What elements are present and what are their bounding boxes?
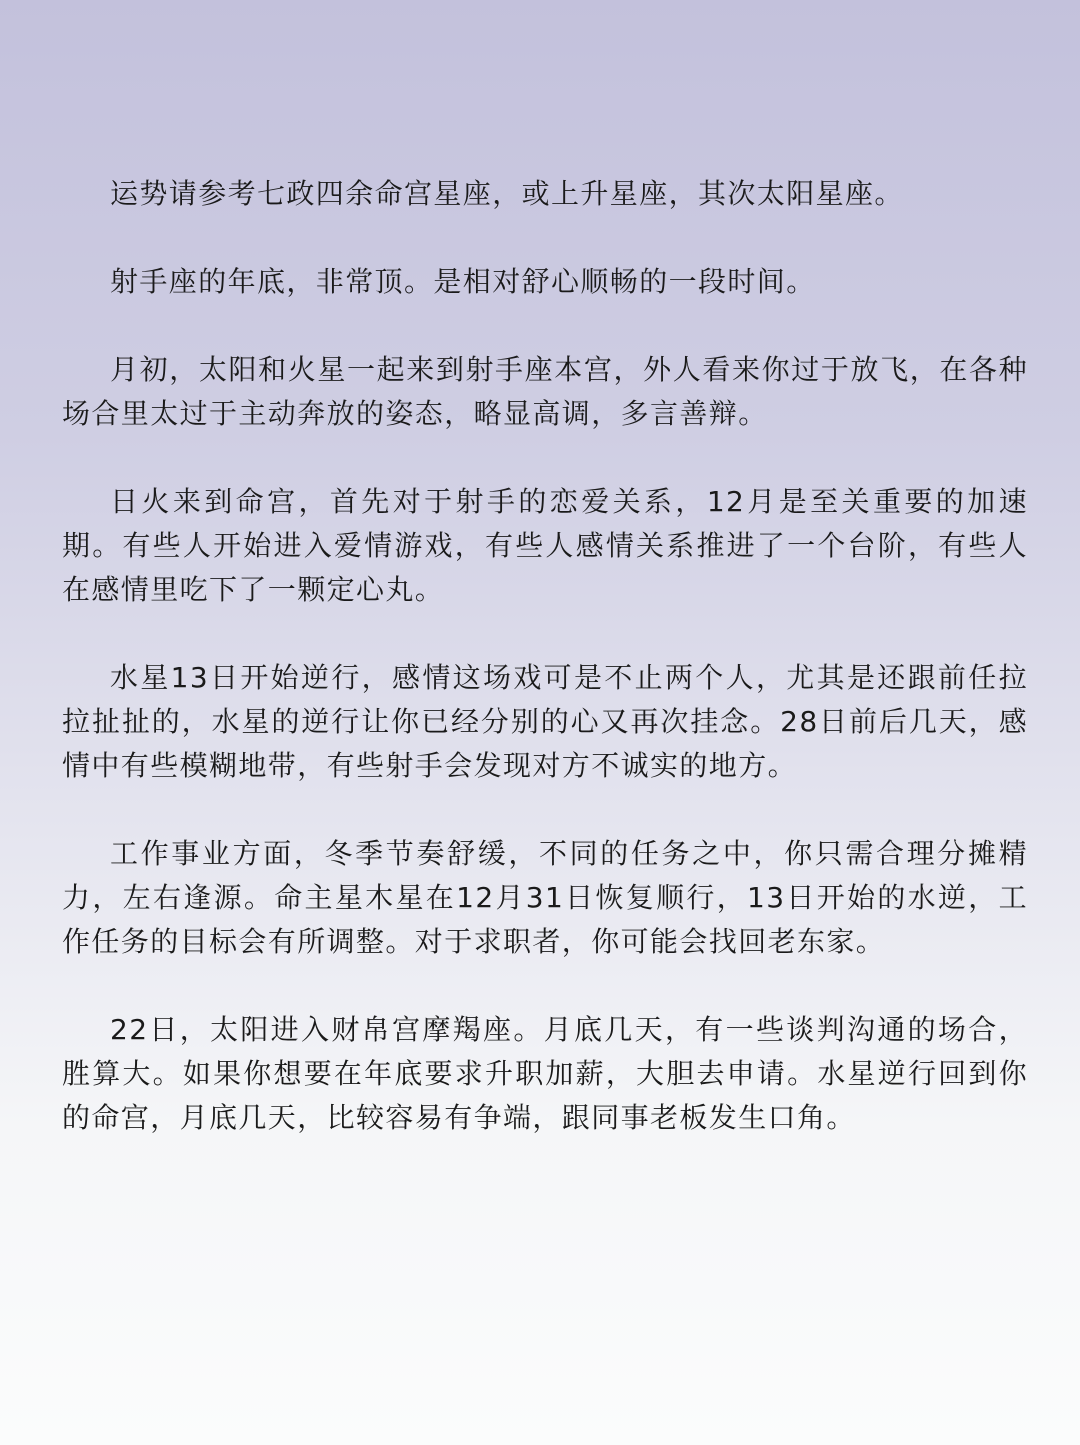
paragraph-love: 日火来到命宫，首先对于射手的恋爱关系，12月是至关重要的加速期。有些人开始进入爱情游戏，有些人感情关系推进了一个台阶，有些人在感情里吃下了一颗定心丸。 xyxy=(62,485,1028,606)
article-body xyxy=(62,172,1028,1184)
paragraph-finance: 22日，太阳进入财帛宫摩羯座。月底几天，有一些谈判沟通的场合，胜算大。如果你想要在年底要求升职加薪，大胆去申请。水星逆行回到你的命宫，月底几天，比较容易有争端，跟同事老板发生口角。 xyxy=(62,1013,1028,1134)
paragraph-intro: 运势请参考七政四余命宫星座，或上升星座，其次太阳星座。 xyxy=(110,177,904,210)
paragraph-career: 工作事业方面，冬季节奏舒缓，不同的任务之中，你只需合理分摊精力，左右逢源。命主星木星在12月31日恢复顺行，13日开始的水逆，工作任务的目标会有所调整。对于求职者，你可能会找回老东家。 xyxy=(62,837,1028,958)
paragraph-early-month: 月初，太阳和火星一起来到射手座本宫，外人看来你过于放飞，在各种场合里太过于主动奔放的姿态，略显高调，多言善辩。 xyxy=(62,353,1028,430)
paragraph-mercury-retrograde: 水星13日开始逆行，感情这场戏可是不止两个人，尤其是还跟前任拉拉扯扯的，水星的逆行让你已经分别的心又再次挂念。28日前后几天，感情中有些模糊地带，有些射手会发现对方不诚实的地方。 xyxy=(62,661,1028,782)
paragraph-summary: 射手座的年底，非常顶。是相对舒心顺畅的一段时间。 xyxy=(110,265,816,298)
